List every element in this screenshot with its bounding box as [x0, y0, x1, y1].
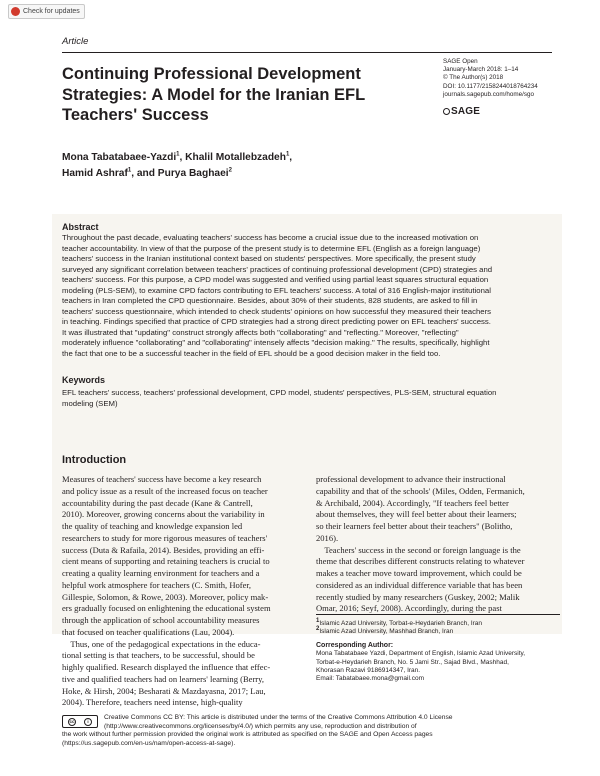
abstract-line: teachers' success questionnaire, which intended to check students' opinions on how successful they measured their teachers — [62, 306, 492, 316]
affiliation-text: Islamic Azad University, Mashhad Branch, Iran — [319, 628, 454, 636]
license-text-full — [62, 731, 433, 748]
author-name: Hamid Ashraf — [62, 168, 128, 179]
body-line: helpful work atmosphere for teachers (C. Smith, Hofer, — [62, 579, 252, 590]
keywords-line: EFL teachers' success, teachers' professional development, CPD model, students' perspectives, PLS-SEM, structural equation — [62, 388, 497, 397]
author-affiliation-mark: 1 — [176, 151, 180, 158]
check-for-updates-badge[interactable] — [8, 4, 85, 19]
affiliation-mark: 2 — [316, 626, 320, 633]
abstract-line: modeling (PLS-SEM), to examine CPD factors contributing to EFL teachers' success. A total of 316 English-major institutional — [62, 285, 491, 295]
body-line: capability and that of the schools' (Miles, Odden, Fermanich, — [316, 485, 525, 496]
sage-logo-icon — [443, 108, 450, 115]
body-line: highly qualified. Research displayed the influence that effec- — [62, 662, 271, 672]
sage-logo — [443, 106, 480, 117]
corresponding-line: Khorasan Razavi 9186914347, Iran. — [316, 667, 421, 675]
author-line-2 — [62, 166, 292, 182]
body-line: Teachers' success in the second or foreign language is the — [316, 544, 521, 555]
journal-issue: January-March 2018: 1–14 — [443, 66, 519, 74]
journal-name: SAGE Open — [443, 58, 478, 65]
copyright: © The Author(s) 2018 — [443, 74, 504, 82]
body-line: so their learners feel better about their teachers" (Bolitho, — [316, 521, 513, 531]
body-line: 2004). Therefore, teachers need intense, high-quality — [62, 697, 243, 708]
body-line: professional development to advance their instructional — [316, 474, 506, 484]
footnotes — [316, 617, 526, 684]
abstract-line: teachers in Iran completed the CPD questionnaire. Besides, about 30% of their students, 828 students, are asked to fill in — [62, 296, 478, 306]
affiliation — [316, 628, 525, 636]
author-affiliation-mark: 2 — [228, 167, 232, 174]
article-title — [62, 64, 422, 126]
body-line: theme that describes different constructs relating to whatever — [316, 556, 525, 567]
cc-by-license-badge[interactable] — [62, 715, 98, 728]
body-line: tive and qualified teachers had on learners' learning (Berry, — [62, 673, 264, 684]
abstract-line: Throughout the past decade, evaluating teachers' success has become a crucial issue due to the increased motivation on — [62, 233, 479, 242]
body-column-left — [62, 474, 271, 709]
author-separator: , — [289, 152, 293, 163]
affiliation-mark: 1 — [316, 617, 320, 624]
abstract-heading: Abstract — [62, 222, 99, 232]
cc-icon: cc — [69, 718, 75, 724]
title-line: Strategies: A Model for the Iranian EFL — [62, 85, 366, 104]
keywords-text — [62, 388, 496, 409]
affiliation-text: Islamic Azad University, Torbat-e-Heydarieh Branch, Iran — [319, 620, 483, 627]
body-column-right — [316, 474, 525, 615]
abstract-line: teachers' success. For this purpose, a CPD model was suggested and verified using partial least squares structural equation — [62, 275, 489, 285]
abstract-text — [62, 233, 558, 360]
doi[interactable]: DOI: 10.1177/2158244018764234 — [443, 82, 538, 90]
author-affiliation-mark: 1 — [285, 151, 290, 158]
license-line: the work without further permission provided the original work is attributed as specified on the SAGE and Open Access pages — [62, 731, 433, 738]
body-line: about themselves, they will feel better about their learners; — [316, 509, 517, 520]
journal-url[interactable]: journals.sagepub.com/home/sgo — [443, 90, 535, 98]
crossmark-icon — [11, 7, 20, 16]
body-line: Omar, 2016; Seyf, 2008). Accordingly, during the past — [316, 603, 502, 614]
body-line: accountability during the past decade (Kane & Cantrell, — [62, 497, 253, 508]
license-line: Creative Commons CC BY: This article is distributed under the terms of the Creative Commons Attribution 4.0 License — [104, 714, 453, 721]
body-line: Hoke, & Hirsh, 2004; Besharati & Mazdayasna, 2017; Lau, — [62, 685, 266, 696]
header-rule — [62, 52, 552, 53]
license-line[interactable]: (http://www.creativecommons.org/licenses/by/4.0/) which permits any use, reproduction and distribution of — [104, 722, 417, 730]
corresponding-author-heading: Corresponding Author: — [316, 641, 394, 649]
body-line: & Archibald, 2004). Accordingly, "If teachers feel better — [316, 497, 509, 508]
keywords-line: modeling (SEM) — [62, 398, 118, 408]
body-line: success (Duta & Rafaila, 2014). Besides, providing an effi- — [62, 544, 265, 555]
corresponding-line: Torbat-e-Heydarieh Branch, No. 5 Jami Str., Sajad Blvd., Mashhad, — [316, 658, 509, 666]
body-line: creating a quality learning environment for teachers and a — [62, 568, 260, 578]
body-line: and policy issue as a result of the increased focus on teacher — [62, 485, 268, 496]
body-line: 2016). — [316, 532, 339, 543]
author-list — [62, 150, 292, 182]
badge-label: Check for updates — [23, 8, 80, 15]
body-line: Thus, one of the pedagogical expectations in the educa- — [62, 638, 261, 649]
body-line: makes a teacher move toward improvement, which could be — [316, 568, 522, 578]
body-line: tional setting is that teachers, to be successful, should be — [62, 650, 255, 661]
author-line-1 — [62, 150, 292, 166]
sage-logo-text: SAGE — [451, 106, 481, 117]
body-line: recently studied by many researchers (Guskey, 2002; Malik — [316, 591, 520, 602]
title-line: Continuing Professional Development — [62, 65, 361, 83]
abstract-line: the fact that one to be a successful teacher in the field of EFL should be a good decision maker in the field too. — [62, 349, 441, 359]
body-line: Measures of teachers' success have become a key research — [62, 474, 262, 484]
body-line: considered as an individual difference variable that has been — [316, 579, 523, 590]
body-line: Gillespie, Solomon, & Rowe, 2003). Moreover, policy mak- — [62, 591, 269, 602]
abstract-line: surveyed any significant correlation between teachers' practices of continuing professional development (CPD) strategies and — [62, 264, 493, 274]
author-name: Mona Tabatabaee-Yazdi — [62, 152, 177, 163]
article-type-label: Article — [62, 36, 89, 47]
journal-metadata — [443, 58, 538, 99]
body-line: 2010). Moreover, growing concerns about the variability in — [62, 509, 265, 520]
author-affiliation-mark: 1 — [127, 167, 132, 174]
footnote-rule — [316, 614, 560, 615]
body-line: through the application of school accountability measures — [62, 615, 260, 625]
author-name: , and Purya Baghaei — [131, 168, 229, 179]
abstract-line: in teaching. Findings specified that practice of CPD strategies had a strong direct predicting power on EFL teachers' success. — [62, 317, 491, 327]
body-line: that focused on teacher qualifications (Lau, 2004). — [62, 626, 235, 637]
corresponding-email[interactable]: Email: Tabatabaee.mona@gmail.com — [316, 675, 425, 683]
by-icon: i — [84, 718, 92, 726]
abstract-line: teacher accountability. In view of that the purpose of the present study is to determine EFL (English as a foreign language) — [62, 243, 481, 253]
keywords-heading: Keywords — [62, 375, 106, 385]
body-line: cient means of supporting and retaining teachers is crucial to — [62, 556, 270, 567]
abstract-line: moderately influence "collaborating" and "collaborating" intensely affects "decision making." The results, specifically, highlight — [62, 338, 490, 348]
author-name: , Khalil Motallebzadeh — [179, 152, 286, 163]
body-line: ers gradually focused on enlightening the educational system — [62, 603, 271, 614]
license-line[interactable]: (https://us.sagepub.com/en-us/nam/open-access-at-sage). — [62, 739, 236, 747]
license-text-indented — [104, 714, 453, 731]
body-line: the quality of teaching and knowledge expansion led — [62, 521, 243, 531]
title-line: Teachers' Success — [62, 106, 209, 124]
abstract-line: teachers' success in the Iranian institutional context based on students' perspectives. More specifically, the present study — [62, 254, 476, 264]
corresponding-line: Mona Tabatabaee Yazdi, Department of English, Islamic Azad University, — [316, 650, 526, 658]
abstract-line: It was illustrated that "updating" construct strongly affects both "collaborating" and "reflecting." Moreover, "reflecting" — [62, 327, 459, 337]
introduction-heading: Introduction — [62, 454, 127, 466]
body-line: researchers to study for more rigorous measures of teachers' — [62, 532, 268, 543]
